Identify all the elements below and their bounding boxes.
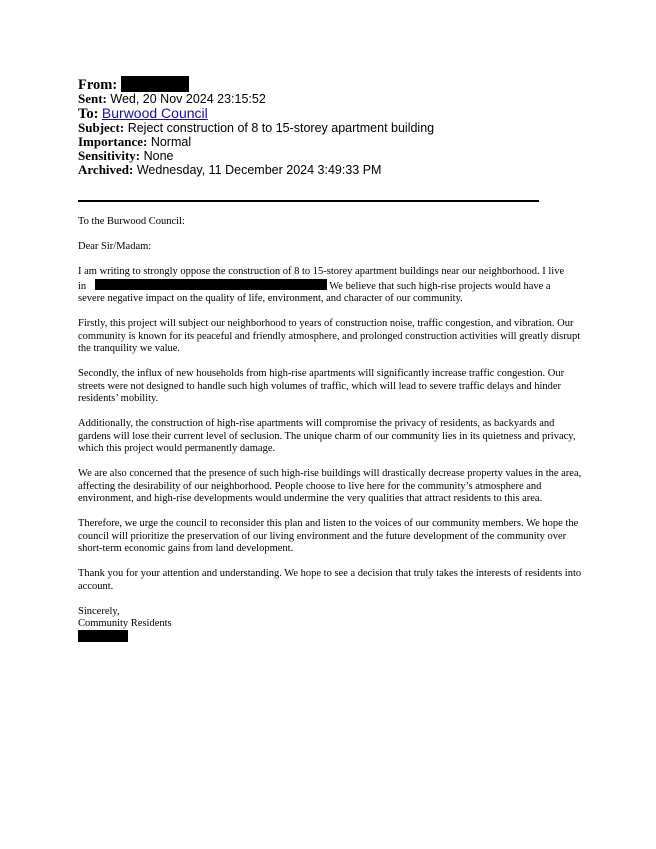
importance-label: Importance: [78,134,148,149]
paragraph-1-line-a: I am writing to strongly oppose the construction of 8 to 15-storey apartment buildings near our neighborhood. I live [78,266,565,277]
header-divider [78,200,539,202]
subject-label: Subject: [78,120,125,135]
to-row [78,106,434,121]
subject-row [78,121,434,135]
from-redaction [121,76,189,92]
paragraph-1-in: in [78,280,87,292]
address-redaction [95,279,327,290]
archived-label: Archived: [78,162,134,177]
archived-value: Wednesday, 11 December 2024 3:49:33 PM [136,163,382,177]
sent-row [78,92,434,106]
sent-label: Sent: [78,91,107,106]
subject-value: Reject construction of 8 to 15-storey apartment building [127,121,435,135]
signature: Community Residents [78,618,172,629]
sensitivity-value: None [143,149,174,163]
sent-value: Wed, 20 Nov 2024 23:15:52 [110,92,266,106]
sensitivity-row [78,149,434,163]
archived-row [78,163,434,177]
paragraph-4: Additionally, the construction of high-rise apartments will compromise the privacy of residents, as backyards and gardens will lose their current level of seclusion. The unique charm of our community lies in its quietness and privacy, which this project would permanently damage. [78,418,576,454]
to-link[interactable]: Burwood Council [101,105,208,121]
paragraph-7: Thank you for your attention and understanding. We hope to see a decision that truly takes the interests of residents into account. [78,568,582,592]
paragraph-1 [78,266,583,306]
paragraph-1-line-c: severe negative impact on the quality of life, environment, and character of our community. [78,293,463,304]
salutation-council: To the Burwood Council: [78,216,185,227]
from-label: From: [78,77,118,93]
importance-row [78,135,434,149]
signature-redaction [78,630,128,642]
paragraph-3: Secondly, the influx of new households from high-rise apartments will significantly increase traffic congestion. Our streets were not designed to handle such high volumes of traffic, which will lead to severe traffic delays and hinder residents’ mobility. [78,368,565,404]
sensitivity-label: Sensitivity: [78,148,141,163]
closing: Sincerely, [78,605,120,617]
paragraph-2: Firstly, this project will subject our neighborhood to years of construction noise, traffic congestion, and vibration. Our community is known for its peaceful and friendly atmosphere, and prolonged construction activities will greatly disrupt the tranquility we value. [78,318,581,354]
letter-body [78,216,583,642]
salutation-sir-madam: Dear Sir/Madam: [78,241,152,252]
from-row [78,76,434,92]
importance-value: Normal [150,135,192,149]
email-header [78,76,434,177]
paragraph-5: We are also concerned that the presence of such high-rise buildings will drastically decrease property values in the area, affecting the desirability of our neighborhood. People choose to live here for the community’s atmosphere and environment, and high-rise developments would undermine the very qualities that attract residents to this area. [78,468,582,504]
paragraph-1-line-b: We believe that such high-rise projects would have a [329,280,551,292]
paragraph-6: Therefore, we urge the council to reconsider this plan and listen to the voices of our community members. We hope the council will prioritize the preservation of our living environment and the future development of the community over short-term economic gains from land development. [78,518,579,554]
to-label: To: [78,106,99,122]
